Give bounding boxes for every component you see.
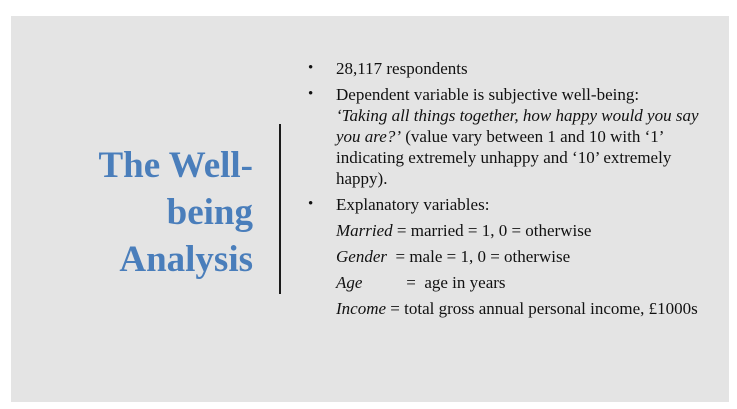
bullet-intro: Dependent variable is subjective well-being: [336,85,640,104]
bullet-dot: • [308,60,314,76]
variable-definition: = total gross annual personal income, £1000s [386,299,698,318]
bullet-intro: Explanatory variables: [336,195,490,214]
bullet-dot: • [308,86,314,102]
slide [11,16,729,402]
title-line-3: Analysis [119,239,253,280]
vertical-divider [279,124,281,294]
bullet-text: 28,117 respondents [336,59,468,78]
variable-name: Married [336,221,393,240]
variable-name: Income [336,299,387,318]
title-line-1: The Well- [98,145,253,186]
variable-definition: = male = 1, 0 = otherwise [386,247,571,266]
variable-name: Age [336,273,363,292]
variable-definition: = age in years [402,273,506,292]
variable-name: Gender [336,247,387,266]
bullet-dot: • [308,196,314,212]
title-line-2: being [166,192,253,233]
bullet-list [306,58,716,324]
bullet-respondents [306,58,716,79]
variable-definition: = married = 1, 0 = otherwise [392,221,592,240]
bullet-explanatory-variables [306,194,716,319]
variable-married [336,220,716,241]
survey-question: ‘Taking all things together, how happy would you say you are?’ [336,106,699,146]
variable-gender [336,246,716,267]
variable-income [336,298,716,319]
scale-description: (value vary between 1 and 10 with ‘1’ indicating extremely unhappy and ‘10’ extremely happy). [336,127,672,188]
variable-age [336,272,716,293]
slide-title [13,142,253,283]
bullet-dependent-variable [306,84,716,189]
